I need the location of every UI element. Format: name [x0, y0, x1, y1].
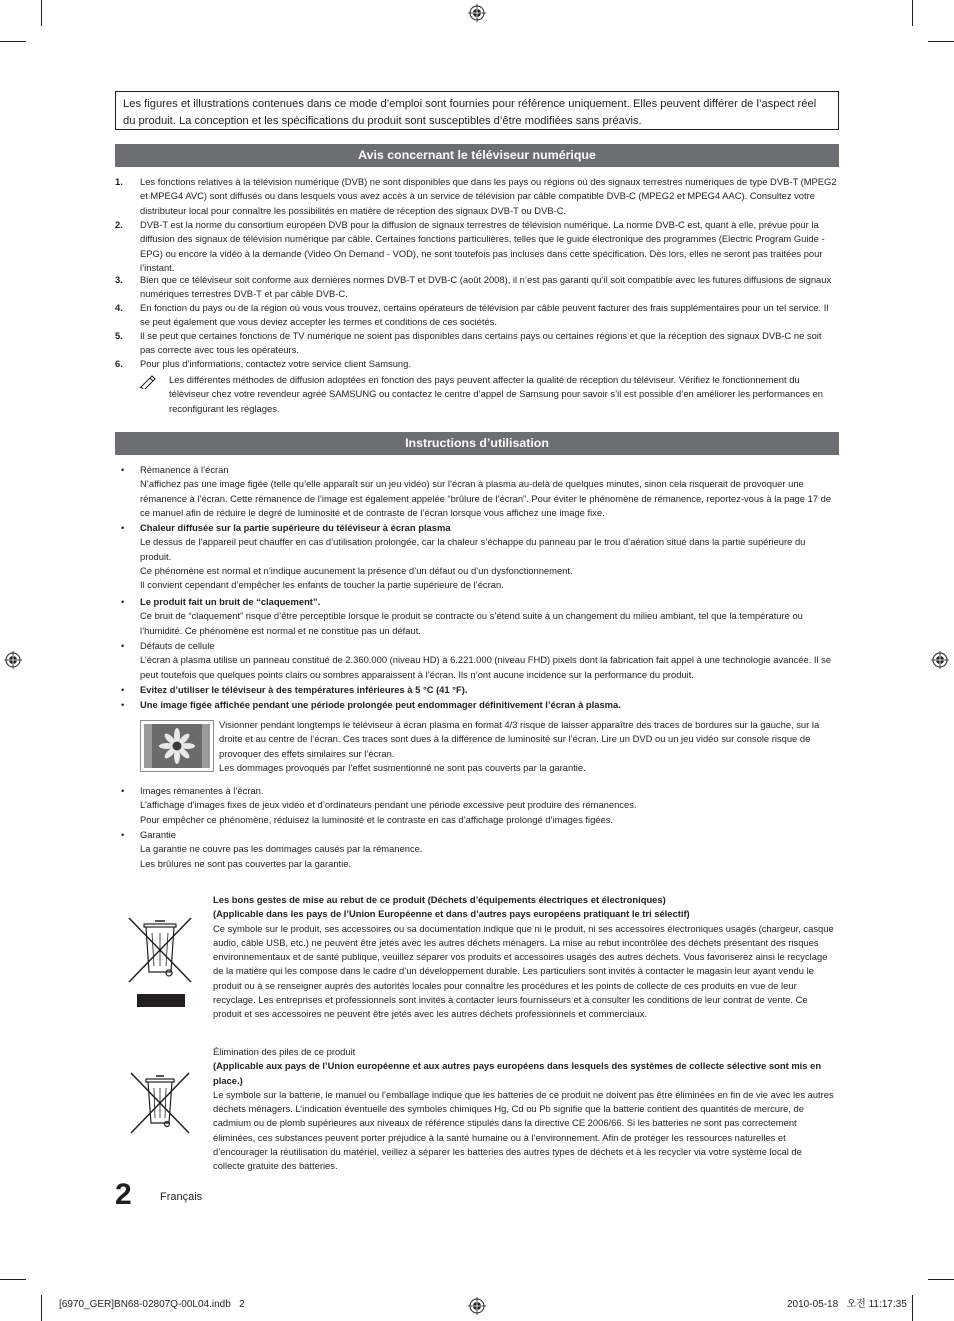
list-number: 2.: [115, 219, 123, 230]
weee-subtitle: (Applicable dans les pays de l’Union Européenne et dans d’autres pays européens pratiquant le tri sélectif): [213, 908, 690, 920]
crop-mark: [0, 1279, 26, 1280]
bullet: •: [121, 522, 125, 533]
crop-mark: [912, 1295, 913, 1321]
list-item: En fonction du pays ou de la région où vous vous trouvez, certains opérateurs de télévision par câble peuvent facturer des frais supplémentaires pour un tel service. Il se peut également que vous deviez accepter les termes et conditions de ces sociétés.: [140, 302, 829, 328]
item-body: L’écran à plasma utilise un panneau constitué de 2.360.000 (niveau HD) à 6.221.000 (niveau FHD) pixels dont la fabrication fait appel à une technologie avancée. Il se peut toutefois que quelques points clairs ou sombres apparaissent à l’écran. Ils n’ont aucune incidence sur la performance du produit.: [140, 654, 832, 680]
item-body: Il convient cependant d’empêcher les enfants de toucher la partie supérieure de l’écran.: [140, 579, 504, 591]
page-language: Français: [160, 1191, 203, 1203]
print-timestamp: 2010-05-18 오전 11:17:35: [787, 1299, 907, 1310]
item-body: Ce bruit de “claquement” risque d’être perceptible lorsque le produit se contracte ou s’étend suite à un changement du milieu ambiant, tel que la température ou l’humidité. Ce phénomène est normal et ne constitue pas un défaut.: [140, 610, 803, 636]
flower-image-icon: [141, 721, 213, 771]
crossed-out-wheelie-bin-icon: [125, 916, 195, 1010]
disclaimer-box: Les figures et illustrations contenues dans ce mode d’emploi sont fournies pour référence uniquement. Elles peuvent différer de l’aspect réel du produit. La conception et les spécifications du produit sont susceptibles d’être modifiées sans préavis.: [115, 91, 839, 130]
crop-mark: [928, 41, 954, 42]
item-body: Les dommages provoqués par l’effet susmentionné ne sont pas couverts par la garantie.: [219, 761, 586, 773]
item-body: Pour empêcher ce phénomène, réduisez la luminosité et le contraste en cas d’affichage prolongé d’images figées.: [140, 813, 614, 825]
list-item: Pour plus d’informations, contactez votre service client Samsung.: [140, 358, 411, 369]
list-item: [140, 828, 838, 871]
plasma-screen-illustration: [140, 720, 214, 772]
weee-disposal-text: [213, 893, 836, 1022]
item-title: Défauts de cellule: [140, 640, 215, 651]
list-number: 3.: [115, 274, 123, 285]
battery-title: Élimination des piles de ce produit: [213, 1046, 356, 1057]
weee-title: Les bons gestes de mise au rebut de ce produit (Déchets d’équipements électriques et électroniques): [213, 894, 666, 905]
pencil-note-icon: [139, 373, 159, 389]
registration-mark-icon: [4, 651, 22, 669]
bullet: •: [121, 699, 125, 710]
list-item: Il se peut que certaines fonctions de TV numérique ne soient pas disponibles dans certains pays ou certaines régions et que la réception des signaux DVB-C ne soit pas correcte avec tous les opérateurs.: [140, 330, 822, 356]
list-number: 1.: [115, 176, 123, 187]
bullet: •: [121, 829, 125, 840]
list-item: Une image figée affichée pendant une période prolongée peut endommager définitivement l’écran à plasma.: [140, 699, 621, 710]
item-body: La garantie ne couvre pas les dommages causés par la rémanence.: [140, 843, 423, 855]
list-item: Bien que ce téléviseur soit conforme aux dernières normes DVB-T et DVB-C (août 2008), il n’est pas garanti qu’il soit compatible avec les futures diffusions de signaux numériques terrestres DVB-T et par câble DVB-C.: [140, 274, 832, 300]
item-body: Ce phénomène est normal et n’indique aucunement la présence d’un défaut ou d’un dysfonctionnement.: [140, 564, 573, 576]
list-item: [140, 463, 838, 520]
crossed-out-battery-bin-icon: [125, 1071, 195, 1141]
battery-body: Le symbole sur la batterie, le manuel ou l’emballage indique que les batteries de ce produit ne doivent pas être éliminées en fin de vie avec les autres déchets ménagers. L’indication éventuelle des symboles chimiques Hg, Cd ou Pb signifie que la batterie contient des quantités de mercure, de cadmium ou de plomb supérieures aux niveaux de référence stipulés dans la directive CE 2006/66. Si les batteries ne sont pas correctement éliminées, ces substances peuvent porter préjudice à la santé humaine ou à l’environnement. Afin de protéger les ressources naturelles et d’encourager la réutilisation du matériel, veillez à séparer les batteries des autres types de déchets et à les recycler via votre système local de collecte gratuite des batteries.: [213, 1088, 834, 1172]
bullet: •: [121, 464, 125, 475]
section-header-digital-tv: Avis concernant le téléviseur numérique: [115, 144, 839, 167]
bullet: •: [121, 785, 125, 796]
bullet: •: [121, 640, 125, 651]
crop-mark: [41, 0, 42, 26]
item-title: Le produit fait un bruit de “claquement”.: [140, 596, 321, 607]
burn-in-explanation: [219, 718, 836, 775]
bullet: •: [121, 684, 125, 695]
page-number: 2: [115, 1178, 132, 1211]
registration-mark-icon: [931, 651, 949, 669]
registration-mark-icon: [468, 1297, 486, 1315]
item-body: N’affichez pas une image figée (telle qu’elle apparaît sur un jeu vidéo) sur l’écran à plasma au-delà de quelques minutes, sinon cela risquerait de provoquer une rémanence à l’écran. Cette rémanence de l’image est également appelée “brûlure de l’écran”. Pour éviter le phénomène de rémanence, reportez-vous à la page 17 de ce manuel afin de réduire le degré de luminosité et de contraste de l’écran lorsque vous affichez une image fixe.: [140, 478, 832, 518]
item-body: Visionner pendant longtemps le téléviseur à écran plasma en format 4/3 risque de laisser apparaître des traces de bordures sur la gauche, sur la droite et au centre de l’écran. Ces traces sont dues à la différence de luminosité sur l’écran. Lire un DVD ou un jeu vidéo sur console risque de provoquer des effets similaires sur l’écran.: [219, 719, 820, 759]
list-number: 5.: [115, 330, 123, 341]
item-title: Rémanence à l’écran: [140, 464, 229, 475]
crop-mark: [0, 41, 26, 42]
battery-subtitle: (Applicable aux pays de l’Union européenne et aux autres pays européens dans lesquels des systèmes de collecte sélective sont mis en place.): [213, 1060, 822, 1086]
list-item: Evitez d’utiliser le téléviseur à des températures inférieures à 5 °C (41 °F).: [140, 684, 468, 695]
battery-disposal-text: [213, 1045, 836, 1174]
item-body: Les brûlures ne sont pas couvertes par la garantie.: [140, 857, 352, 869]
section-header-instructions: Instructions d’utilisation: [115, 432, 839, 455]
list-number: 4.: [115, 302, 123, 313]
item-title: Garantie: [140, 829, 176, 840]
list-item: [140, 595, 838, 638]
list-number: 6.: [115, 358, 123, 369]
list-item: [140, 784, 838, 827]
list-item: Les fonctions relatives à la télévision numérique (DVB) ne sont disponibles que dans les pays ou régions où des signaux terrestres numériques de type DVB-T (MPEG2 et MPEG4 AVC) sont diffusés ou dans lesquels vous avez accès à un service de télévision par câble compatible DVB-C (MPEG2 et MPEG4 AAC). Consultez votre distributeur local pour connaître les possibilités en matière de réception des signaux DVB-T ou DVB-C.: [140, 176, 837, 216]
list-item: DVB-T est la norme du consortium européen DVB pour la diffusion de signaux terrestres de télévision numérique. La norme DVB-C est, quant à elle, prévue pour la diffusion des signaux de télévision numérique par câble. Certaines fonctions particulières, telles que le guide électronique des programmes (Electric Program Guide - EPG) ou encore la vidéo à la demande (Video On Demand - VOD), ne sont toutefois pas incluses dans cette spécification. Dès lors, elles ne seront pas traitées pour l’instant.: [140, 219, 825, 273]
print-file-label: [6970_GER]BN68-02807Q-00L04.indb 2: [59, 1299, 245, 1310]
item-body: L’affichage d’images fixes de jeux vidéo et d’ordinateurs pendant une période excessive peut produire des rémanences.: [140, 799, 637, 811]
crop-mark: [41, 1295, 42, 1321]
note-text: Les différentes méthodes de diffusion adoptées en fonction des pays peuvent affecter la qualité de réception du téléviseur. Vérifiez le fonctionnement du téléviseur chez votre revendeur agréé SAMSUNG ou contactez le centre d’appel de Samsung pour savoir s’il est possible d’en améliorer les performances en reconfigurant les réglages.: [169, 374, 823, 414]
item-body: Le dessus de l’appareil peut chauffer en cas d’utilisation prolongée, car la chaleur s’échappe du panneau par le trou d’aération situé dans la partie supérieure du produit.: [140, 536, 806, 562]
list-item: [140, 639, 838, 682]
item-title: Images rémanentes à l’écran.: [140, 785, 264, 796]
item-title: Chaleur diffusée sur la partie supérieure du téléviseur à écran plasma: [140, 522, 451, 533]
registration-mark-icon: [468, 4, 486, 22]
crop-mark: [912, 0, 913, 26]
list-item: [140, 521, 838, 592]
weee-body: Ce symbole sur le produit, ses accessoires ou sa documentation indique que ni le produit, ni ses accessoires électroniques usagés (chargeur, casque audio, câble USB, etc.) ne peuvent être jetés avec les autres déchets ménagers. La mise au rebut incontrôlée des déchets présentant des risques environnementaux et de santé publique, veuillez séparer vos produits et accessoires usagés des autres déchets. Vous favoriserez ainsi le recyclage de la matière qui les compose dans le cadre d’un développement durable. Les particuliers sont invités à contacter le magasin leur ayant vendu le produit ou à se renseigner auprès des autorités locales pour connaître les procédures et les points de collecte de ces produits en vue de leur recyclage. Les entreprises et professionnels sont invités à contacter leurs fournisseurs et à consulter les conditions de leur contrat de vente. Ce produit et ses accessoires ne peuvent être jetés avec les autres déchets professionnels et commerciaux.: [213, 922, 834, 1020]
bullet: •: [121, 596, 125, 607]
crop-mark: [928, 1279, 954, 1280]
